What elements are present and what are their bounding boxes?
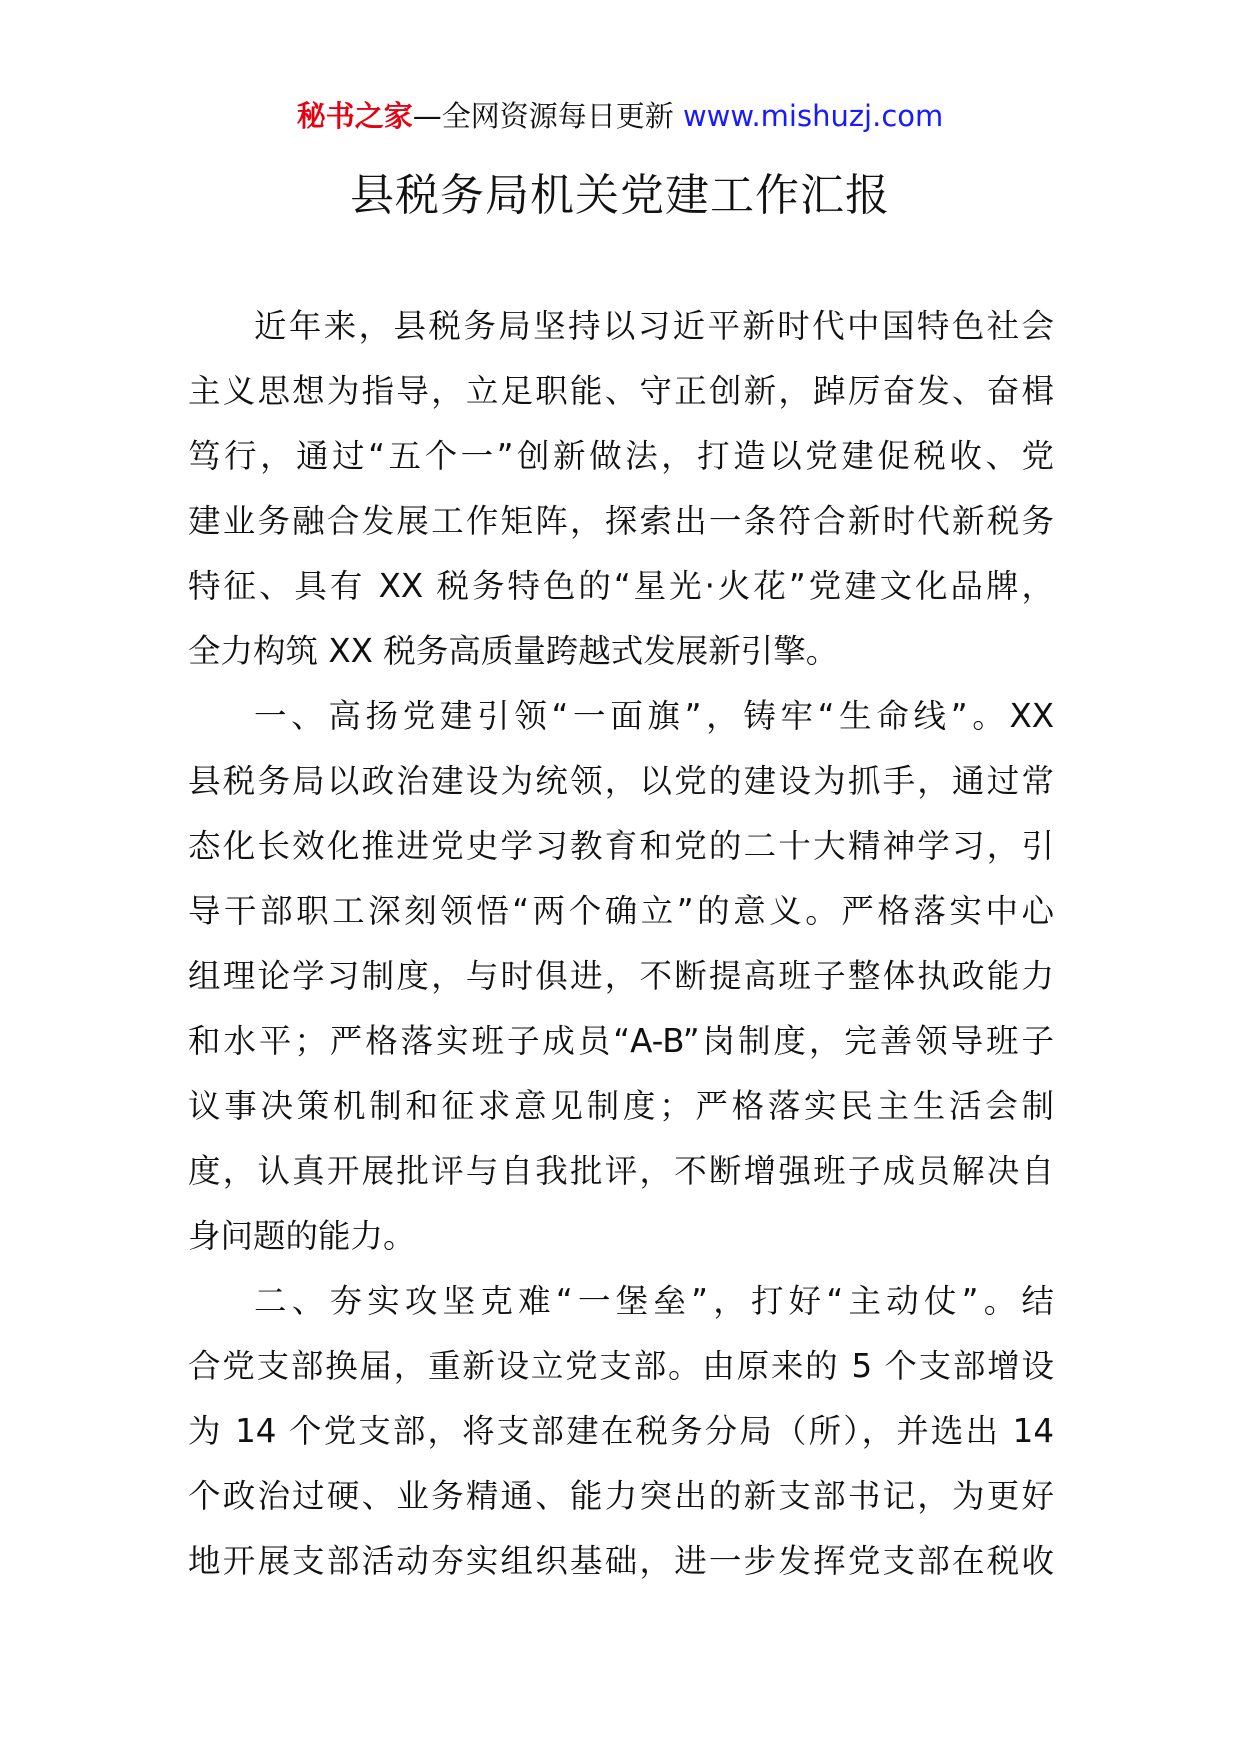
text-line: 近年来，县税务局坚持以习近平新时代中国特色社会 — [254, 307, 1054, 345]
section-heading-line: 二、夯实攻坚克难“一堡垒”，打好“主动仗”。结 — [254, 1282, 1054, 1320]
document-title: 县税务局机关党建工作汇报 — [350, 170, 890, 221]
text-line: 导干部职工深刻领悟“两个确立”的意义。严格落实中心 — [188, 892, 1054, 930]
text-line: 建业务融合发展工作矩阵，探索出一条符合新时代新税务 — [188, 502, 1054, 540]
text-line: 态化长效化推进党史学习教育和党的二十大精神学习，引 — [188, 827, 1054, 865]
text-line: 组理论学习制度，与时俱进，不断提高班子整体执政能力 — [188, 957, 1054, 995]
brand-name: 秘书之家 — [296, 99, 413, 133]
text-line: 身问题的能力。 — [188, 1217, 416, 1255]
text-line: 县税务局以政治建设为统领，以党的建设为抓手，通过常 — [188, 762, 1054, 800]
document-body — [188, 294, 1054, 1594]
text-line: 个政治过硬、业务精通、能力突出的新支部书记，为更好 — [188, 1477, 1054, 1515]
text-line: 为 14 个党支部，将支部建在税务分局（所），并选出 14 — [188, 1412, 1054, 1450]
section-heading-line: 一、高扬党建引领“一面旗”，铸牢“生命线”。XX — [254, 697, 1054, 735]
site-url-link[interactable]: www.mishuzj.com — [682, 99, 944, 133]
text-line: 度，认真开展批评与自我批评，不断增强班子成员解决自 — [188, 1152, 1054, 1190]
site-header — [0, 96, 1240, 136]
text-line: 议事决策机制和征求意见制度；严格落实民主生活会制 — [188, 1087, 1054, 1125]
text-line: 特征、具有 XX 税务特色的“星光·火花”党建文化品牌， — [188, 567, 1054, 605]
text-line: 和水平；严格落实班子成员“A-B”岗制度，完善领导班子 — [188, 1022, 1054, 1060]
text-line: 合党支部换届，重新设立党支部。由原来的 5 个支部增设 — [188, 1347, 1054, 1385]
text-line: 主义思想为指导，立足职能、守正创新，踔厉奋发、奋楫 — [188, 372, 1054, 410]
header-tagline: —全网资源每日更新 — [412, 99, 683, 133]
text-line: 地开展支部活动夯实组织基础，进一步发挥党支部在税收 — [188, 1542, 1054, 1580]
text-line: 笃行，通过“五个一”创新做法，打造以党建促税收、党 — [188, 437, 1054, 475]
text-line: 全力构筑 XX 税务高质量跨越式发展新引擎。 — [188, 632, 839, 670]
